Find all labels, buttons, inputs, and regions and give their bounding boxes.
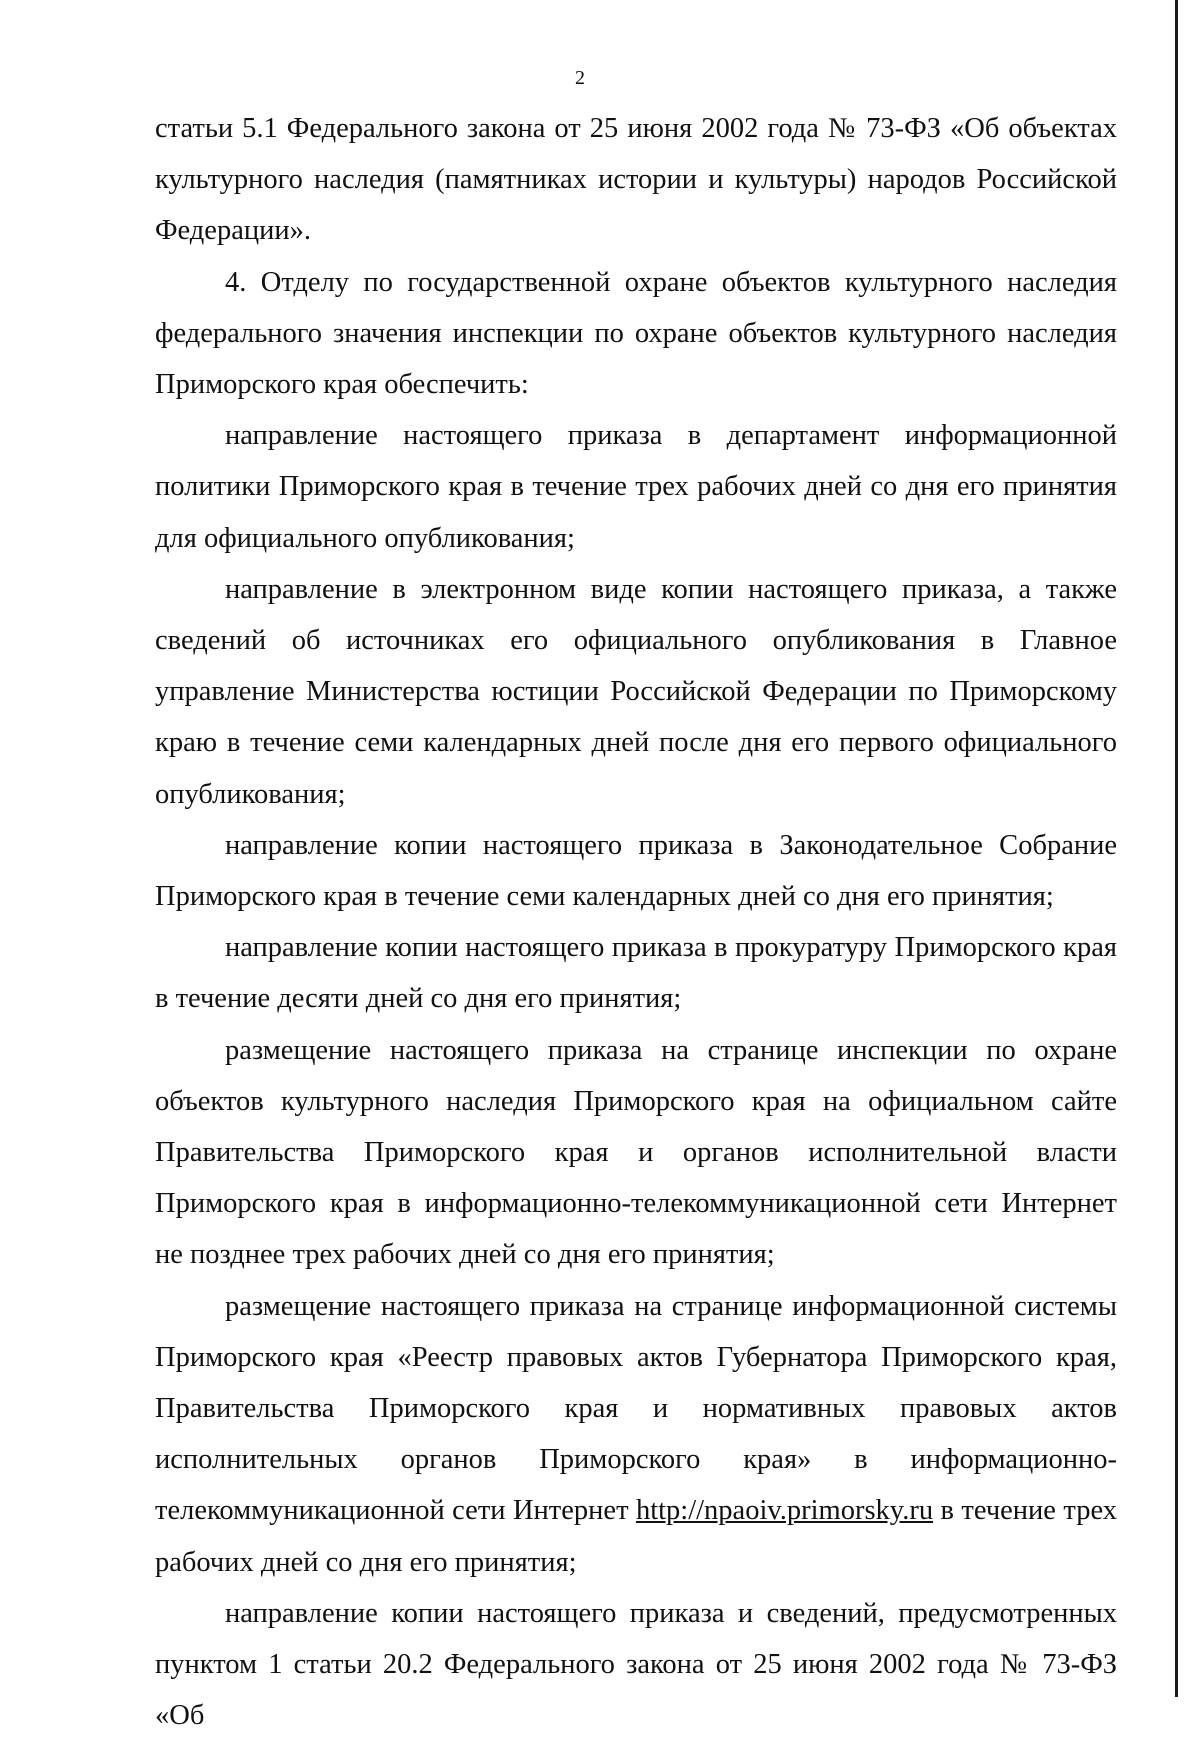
registry-text-before: размещение настоящего приказа на странице информационной системы Приморского края «Реестр правовых актов Губернатора Приморского края, Правительства Приморского края и нормативных правовых актов исполнительных органов Приморского края» в информационно-телекоммуникационной сети Интернет	[155, 1290, 1117, 1527]
paragraph-registry	[155, 1281, 1117, 1588]
paragraph-info-policy: направление настоящего приказа в департамент информационной политики Приморского края в течение трех рабочих дней со дня его принятия для официального опубликования;	[155, 420, 1117, 554]
scan-edge-line	[1175, 0, 1178, 1697]
paragraph-item-4: 4. Отделу по государственной охране объектов культурного наследия федерального значения инспекции по охране объектов культурного наследия Приморского края обеспечить:	[155, 266, 1117, 401]
paragraph-copy-direction: направление копии настоящего приказа и сведений, предусмотренных пунктом 1 статьи 20.2 Федерального закона от 25 июня 2002 года № 73-ФЗ «Об	[155, 1597, 1117, 1732]
paragraph-official-site: размещение настоящего приказа на странице инспекции по охране объектов культурного наследия Приморского края на официальном сайте Правительства Приморского края и органов исполнительной власти Приморского края в информационно-телекоммуникационной сети Интернет не позднее трех рабочих дней со дня его принятия;	[155, 1034, 1117, 1271]
paragraph-justice-ministry: направление в электронном виде копии настоящего приказа, а также сведений об источниках его официального опубликования в Главное управление Министерства юстиции Российской Федерации по Приморскому краю в течение семи календарных дней после дня его первого официального опубликования;	[155, 573, 1117, 810]
registry-link[interactable]: http://npaoiv.primorsky.ru	[635, 1495, 934, 1527]
document-body	[155, 103, 1117, 1742]
paragraph-law-reference: статьи 5.1 Федерального закона от 25 июня 2002 года № 73-ФЗ «Об объектах культурного наследия (памятниках истории и культуры) народов Российской Федерации».	[155, 113, 1117, 247]
paragraph-prosecutor: направление копии настоящего приказа в прокуратуру Приморского края в течение десяти дней со дня его принятия;	[155, 932, 1117, 1015]
registry-text-after: в течение трех рабочих дней со дня его принятия;	[155, 1495, 1117, 1578]
paragraph-legislative-assembly: направление копии настоящего приказа в Законодательное Собрание Приморского края в течение семи календарных дней со дня его принятия;	[155, 829, 1117, 913]
page-number: 2	[575, 67, 585, 89]
